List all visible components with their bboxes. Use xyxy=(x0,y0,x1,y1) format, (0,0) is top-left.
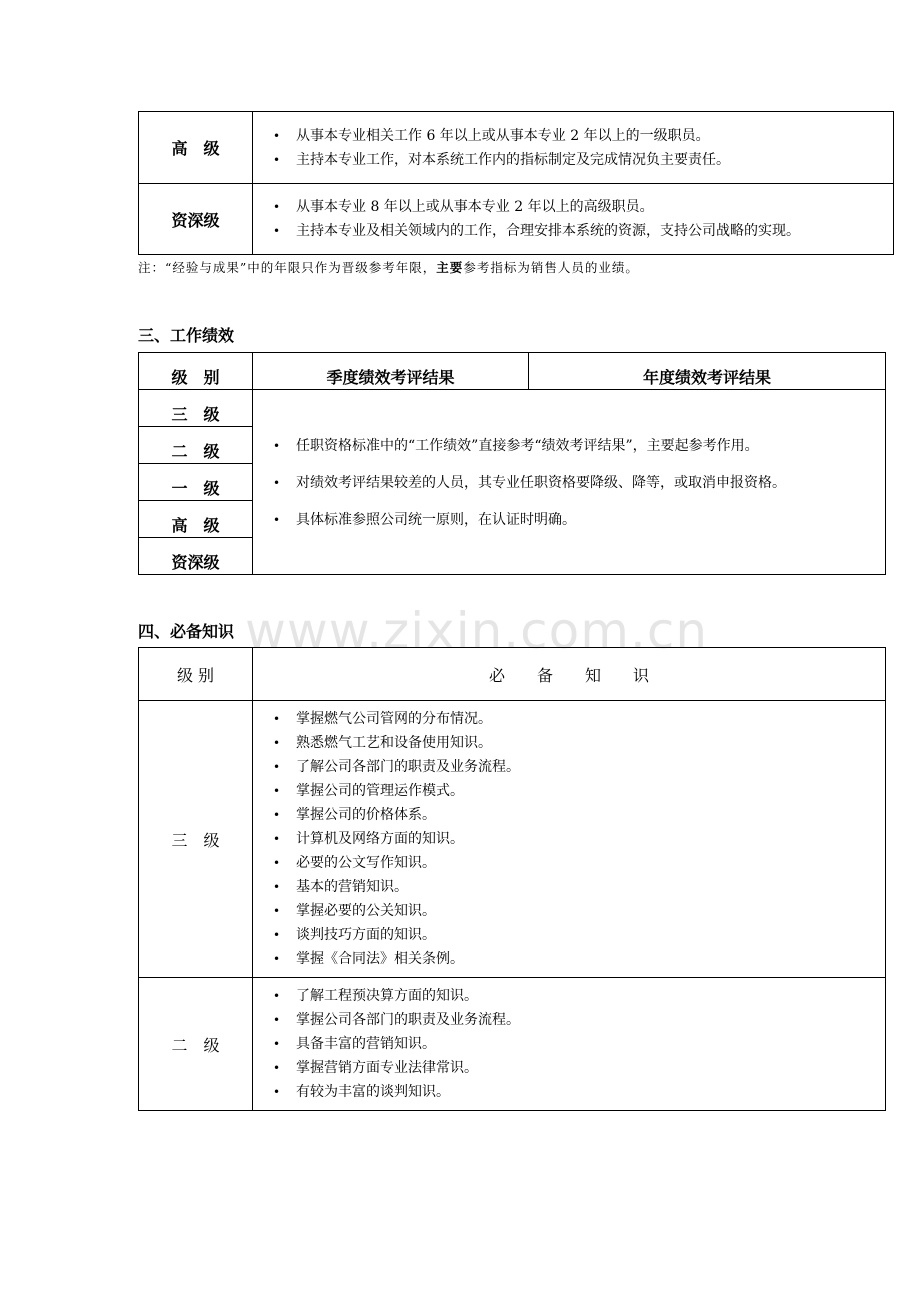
content-cell xyxy=(253,112,894,184)
section-title-performance: 三、工作绩效 xyxy=(138,326,235,345)
table-row xyxy=(139,701,886,978)
level-cell: 高 级 xyxy=(139,501,253,538)
list-item: • 对绩效考评结果较差的人员，其专业任职资格要降级、降等，或取消申报资格。 xyxy=(273,465,885,502)
table-header-row xyxy=(139,648,886,701)
content-cell xyxy=(253,184,894,255)
bullet-list xyxy=(253,195,893,243)
table-row xyxy=(139,978,886,1111)
bullet-list xyxy=(253,984,885,1104)
list-item: • 从事本专业相关工作 6 年以上或从事本专业 2 年以上的一级职员。 xyxy=(273,124,893,148)
bullet-list xyxy=(253,124,893,172)
table-row xyxy=(139,390,886,427)
header-level: 级 别 xyxy=(139,648,253,701)
list-item: • 了解工程预决算方面的知识。 xyxy=(273,984,885,1008)
header-quarterly: 季度绩效考评结果 xyxy=(253,353,529,390)
level-cell: 三 级 xyxy=(139,390,253,427)
list-item: • 掌握《合同法》相关条例。 xyxy=(273,947,885,971)
list-item: • 掌握必要的公关知识。 xyxy=(273,899,885,923)
level-cell: 资深级 xyxy=(139,184,253,255)
list-item: • 计算机及网络方面的知识。 xyxy=(273,827,885,851)
list-item: • 任职资格标准中的“工作绩效”直接参考“绩效考评结果”，主要起参考作用。 xyxy=(273,428,885,465)
knowledge-table xyxy=(138,647,886,1111)
list-item: • 掌握营销方面专业法律常识。 xyxy=(273,1056,885,1080)
list-item: • 具备丰富的营销知识。 xyxy=(273,1032,885,1056)
level-cell: 一 级 xyxy=(139,464,253,501)
experience-table xyxy=(138,111,894,255)
list-item: • 谈判技巧方面的知识。 xyxy=(273,923,885,947)
note-text: 注：“经验与成果”中的年限只作为晋级参考年限，主要参考指标为销售人员的业绩。 xyxy=(138,260,639,275)
performance-table xyxy=(138,352,886,575)
content-cell xyxy=(253,390,886,575)
level-cell: 二 级 xyxy=(139,427,253,464)
list-item: • 熟悉燃气工艺和设备使用知识。 xyxy=(273,731,885,755)
header-knowledge: 必 备 知 识 xyxy=(253,648,886,701)
list-item: • 了解公司各部门的职责及业务流程。 xyxy=(273,755,885,779)
level-cell: 三 级 xyxy=(139,701,253,978)
content-cell xyxy=(253,701,886,978)
header-annual: 年度绩效考评结果 xyxy=(529,353,886,390)
table-header-row xyxy=(139,353,886,390)
note-bold: 主要 xyxy=(436,260,464,275)
list-item: • 从事本专业 8 年以上或从事本专业 2 年以上的高级职员。 xyxy=(273,195,893,219)
list-item: • 掌握公司的管理运作模式。 xyxy=(273,779,885,803)
header-level: 级 别 xyxy=(139,353,253,390)
level-cell: 二 级 xyxy=(139,978,253,1111)
level-cell: 高 级 xyxy=(139,112,253,184)
level-cell: 资深级 xyxy=(139,538,253,575)
list-item: • 掌握公司各部门的职责及业务流程。 xyxy=(273,1008,885,1032)
list-item: • 掌握燃气公司管网的分布情况。 xyxy=(273,707,885,731)
list-item: • 有较为丰富的谈判知识。 xyxy=(273,1080,885,1104)
list-item: • 掌握公司的价格体系。 xyxy=(273,803,885,827)
content-cell xyxy=(253,978,886,1111)
section-title-knowledge: 四、必备知识 xyxy=(138,622,235,641)
table-row xyxy=(139,184,894,255)
list-item: • 基本的营销知识。 xyxy=(273,875,885,899)
bullet-list xyxy=(253,428,885,539)
list-item: • 具体标准参照公司统一原则，在认证时明确。 xyxy=(273,502,885,539)
list-item: • 主持本专业工作，对本系统工作内的指标制定及完成情况负主要责任。 xyxy=(273,148,893,172)
list-item: • 必要的公文写作知识。 xyxy=(273,851,885,875)
watermark: www.zixin.com.cn xyxy=(245,602,709,660)
list-item: • 主持本专业及相关领域内的工作，合理安排本系统的资源，支持公司战略的实现。 xyxy=(273,219,893,243)
table-row xyxy=(139,112,894,184)
bullet-list xyxy=(253,707,885,971)
